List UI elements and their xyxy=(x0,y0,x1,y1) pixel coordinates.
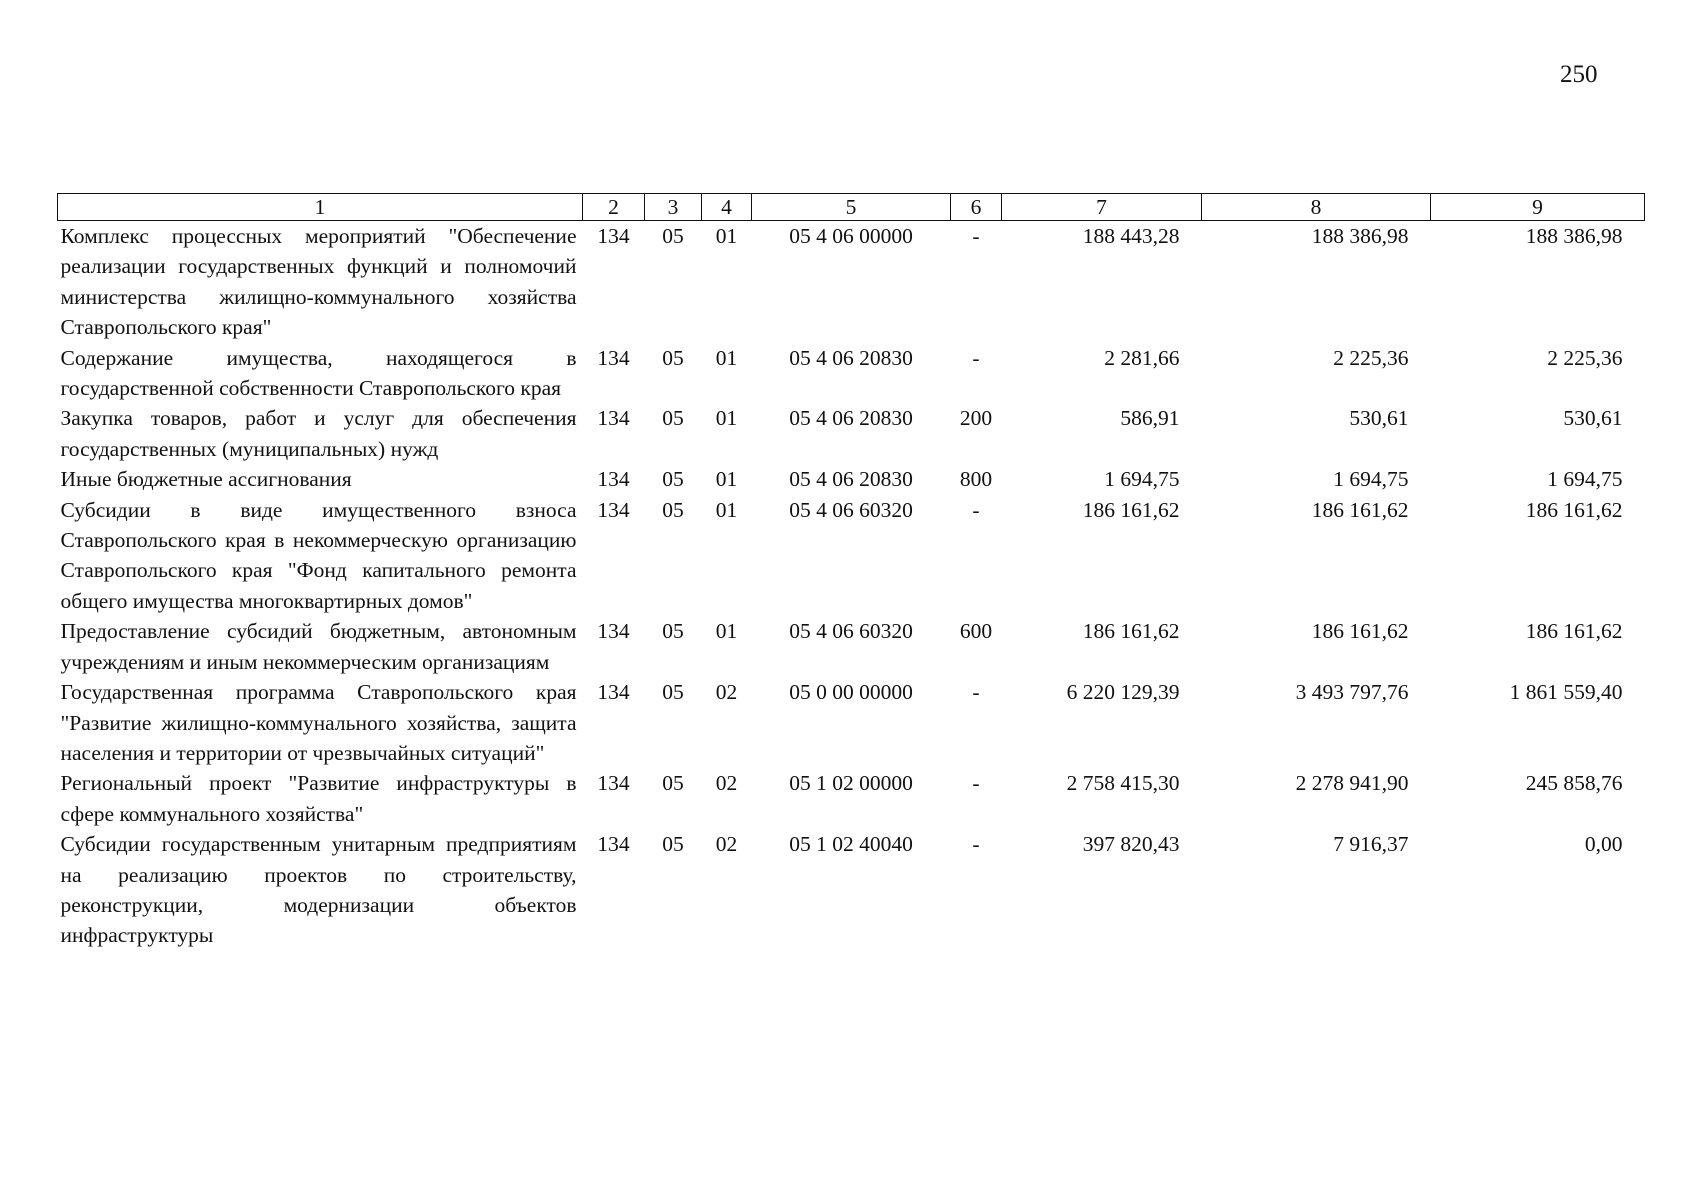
cell-code: 05 xyxy=(662,771,684,796)
cell-code: 200 xyxy=(959,406,993,431)
cell-code: 134 xyxy=(597,224,630,248)
cell-code: 05 xyxy=(662,619,684,644)
table-row xyxy=(58,829,1645,951)
cell-code: - xyxy=(972,224,980,248)
cell-amount: 2 225,36 xyxy=(1547,345,1623,370)
cell-code: 05 xyxy=(662,345,684,370)
row-name: Иные бюджетные ассигнования xyxy=(60,467,352,492)
table-row xyxy=(58,616,1645,677)
table-row xyxy=(58,768,1645,829)
column-header: 3 xyxy=(645,194,702,221)
cell-amount: 1 861 559,40 xyxy=(1509,680,1623,705)
cell-amount: 1 694,75 xyxy=(1547,467,1623,492)
column-header: 6 xyxy=(951,194,1002,221)
cell-code: - xyxy=(972,771,980,796)
row-name: Субсидии государственным унитарным предприятиям на реализацию проектов по строительству, реконструкции, модернизации объектов инфраструктуры xyxy=(60,832,577,948)
row-name: Содержание имущества, находящегося в государственной собственности Ставропольского края xyxy=(60,345,577,401)
cell-amount: 586,91 xyxy=(1120,406,1180,431)
row-name: Государственная программа Ставропольского края "Развитие жилищно-коммунального хозяйства, защита населения и территории от чрезвычайных ситуаций" xyxy=(60,680,577,765)
cell-amount: 2 281,66 xyxy=(1104,345,1180,370)
column-header: 4 xyxy=(702,194,752,221)
cell-amount: 2 225,36 xyxy=(1333,345,1409,370)
cell-amount: 530,61 xyxy=(1349,406,1409,431)
cell-code: 05 0 00 00000 xyxy=(789,680,913,705)
cell-code: 134 xyxy=(597,467,630,492)
cell-code: 05 1 02 00000 xyxy=(789,771,913,796)
cell-code: 134 xyxy=(597,832,630,857)
cell-amount: 2 758 415,30 xyxy=(1066,771,1180,796)
cell-amount: 1 694,75 xyxy=(1104,467,1180,492)
cell-code: 05 4 06 20830 xyxy=(789,406,913,431)
row-name: Комплекс процессных мероприятий "Обеспечение реализации государственных функций и полномочий министерства жилищно-коммунального хозяйства Ставропольского края" xyxy=(60,224,577,340)
cell-amount: 7 916,37 xyxy=(1333,832,1409,857)
table-row xyxy=(58,495,1645,617)
cell-amount: 188 386,98 xyxy=(1525,224,1623,248)
cell-amount: 188 443,28 xyxy=(1082,224,1180,248)
cell-amount: 1 694,75 xyxy=(1333,467,1409,492)
cell-amount: 3 493 797,76 xyxy=(1295,680,1409,705)
cell-amount: 188 386,98 xyxy=(1311,224,1409,248)
column-header: 2 xyxy=(583,194,645,221)
table-row xyxy=(58,677,1645,768)
cell-code: 134 xyxy=(597,497,630,522)
cell-code: 134 xyxy=(597,619,630,644)
cell-code: 02 xyxy=(715,771,738,796)
cell-amount: 186 161,62 xyxy=(1525,497,1623,522)
cell-code: 05 xyxy=(662,467,684,492)
cell-code: 05 4 06 20830 xyxy=(789,345,913,370)
cell-code: - xyxy=(972,345,980,370)
cell-code: 02 xyxy=(715,680,738,705)
cell-amount: 245 858,76 xyxy=(1525,771,1623,796)
cell-code: 05 xyxy=(662,832,684,857)
cell-amount: 2 278 941,90 xyxy=(1295,771,1409,796)
column-header: 9 xyxy=(1431,194,1645,221)
column-header: 8 xyxy=(1202,194,1431,221)
cell-code: 600 xyxy=(959,619,993,644)
cell-amount: 186 161,62 xyxy=(1082,497,1180,522)
cell-code: 02 xyxy=(715,832,738,857)
cell-amount: 186 161,62 xyxy=(1082,619,1180,644)
cell-code: 05 4 06 60320 xyxy=(789,497,913,522)
cell-code: 134 xyxy=(597,680,630,705)
cell-code: 05 xyxy=(662,680,684,705)
cell-amount: 397 820,43 xyxy=(1082,832,1180,857)
table-row xyxy=(58,221,1645,343)
cell-code: 01 xyxy=(715,497,738,522)
column-header: 1 xyxy=(58,194,583,221)
cell-code: 01 xyxy=(715,224,738,248)
cell-code: 05 xyxy=(662,406,684,431)
cell-code: 134 xyxy=(597,345,630,370)
row-name: Субсидии в виде имущественного взноса Ставропольского края в некоммерческую организацию Ставропольского края "Фонд капитального ремонта общего имущества многоквартирных домов" xyxy=(60,497,577,613)
cell-amount: 6 220 129,39 xyxy=(1066,680,1180,705)
budget-table xyxy=(57,193,1645,951)
cell-code: 01 xyxy=(715,345,738,370)
cell-code: - xyxy=(972,497,980,522)
row-name: Региональный проект "Развитие инфраструктуры в сфере коммунального хозяйства" xyxy=(60,771,577,826)
cell-code: 134 xyxy=(597,771,630,796)
cell-code: 01 xyxy=(715,406,738,431)
page-number: 250 xyxy=(1560,61,1598,88)
cell-code: - xyxy=(972,832,980,857)
cell-code: 05 4 06 00000 xyxy=(789,224,913,248)
row-name: Предоставление субсидий бюджетным, автономным учреждениям и иным некоммерческим организациям xyxy=(60,619,577,674)
column-header: 7 xyxy=(1002,194,1202,221)
cell-amount: 186 161,62 xyxy=(1311,619,1409,644)
cell-code: 05 xyxy=(662,497,684,522)
column-header: 5 xyxy=(752,194,951,221)
header-row xyxy=(58,194,1645,221)
cell-amount: 530,61 xyxy=(1563,406,1623,431)
cell-code: - xyxy=(972,680,980,705)
cell-code: 05 xyxy=(662,224,684,248)
cell-code: 01 xyxy=(715,619,738,644)
cell-code: 01 xyxy=(715,467,738,492)
cell-code: 05 1 02 40040 xyxy=(789,832,913,857)
cell-code: 800 xyxy=(959,467,993,492)
cell-amount: 0,00 xyxy=(1584,832,1623,857)
table-row xyxy=(58,343,1645,404)
cell-code: 05 4 06 60320 xyxy=(789,619,913,644)
row-name: Закупка товаров, работ и услуг для обеспечения государственных (муниципальных) нужд xyxy=(60,406,577,461)
cell-amount: 186 161,62 xyxy=(1311,497,1409,522)
cell-code: 05 4 06 20830 xyxy=(789,467,913,492)
table-row xyxy=(58,464,1645,494)
cell-code: 134 xyxy=(597,406,630,431)
cell-amount: 186 161,62 xyxy=(1525,619,1623,644)
table-row xyxy=(58,403,1645,464)
